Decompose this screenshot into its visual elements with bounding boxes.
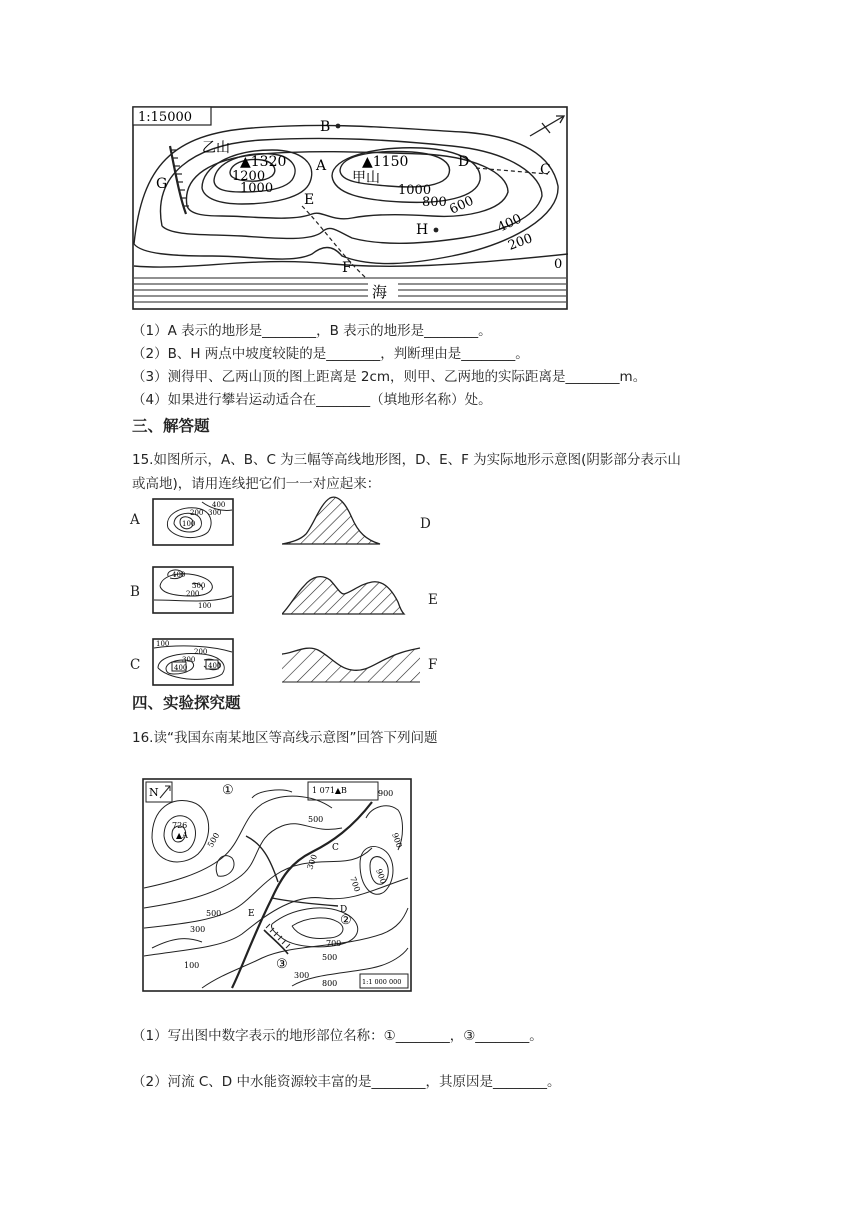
- q16-part2: （2）河流 C、D 中水能资源较丰富的是________，其原因是________。: [132, 1074, 561, 1090]
- q16-c-300c: 300: [294, 971, 310, 980]
- label-B: B: [320, 119, 331, 135]
- mapB-400: 400: [172, 571, 186, 579]
- mapC-400b: 400: [208, 662, 222, 670]
- mapB-100: 100: [198, 602, 212, 610]
- q16-c-300b: 300: [190, 925, 206, 934]
- section-4-heading: 四、实验探究题: [132, 694, 241, 712]
- map1-scale: 1:15000: [138, 110, 193, 125]
- contour-1200: 1200: [232, 169, 266, 184]
- mapC-100: 100: [156, 640, 170, 648]
- mapC-400a: 400: [174, 664, 188, 672]
- q15-profile-D: [282, 494, 382, 546]
- mapA-200: 200: [190, 509, 204, 517]
- q15-label-F: F: [428, 657, 438, 673]
- contour-0: 0: [554, 257, 563, 272]
- contour-600: 600: [447, 193, 477, 218]
- river-C: C: [332, 843, 339, 853]
- mapB-300: 300: [192, 582, 206, 590]
- q15-label-B: B: [130, 584, 140, 600]
- q16-c-800: 800: [322, 979, 338, 988]
- q15-text-line1: 15.如图所示，A、B、C 为三幅等高线地形图，D、E、F 为实际地形示意图(阴影部分表示山: [132, 452, 681, 468]
- peak-yi-name: 乙山: [202, 140, 230, 156]
- peak-A-num: 726: [172, 821, 188, 830]
- contour-400: 400: [495, 211, 525, 236]
- mapC-200: 200: [194, 648, 208, 656]
- q16-c-900c: 900: [378, 789, 394, 798]
- circle-1: ①: [222, 783, 234, 798]
- label-A: A: [316, 158, 327, 174]
- peak-yi-elev: ▲1320: [240, 154, 287, 170]
- label-H: H: [416, 222, 429, 238]
- q14-part1: （1）A 表示的地形是________，B 表示的地形是________。: [132, 323, 492, 339]
- label-F: F: [342, 260, 352, 276]
- q16-title: 16.读“我国东南某地区等高线示意图”回答下列问题: [132, 730, 438, 746]
- q14-part2: （2）B、H 两点中坡度较陡的是________，判断理由是________。: [132, 346, 529, 362]
- peak-jia-elev: ▲1150: [362, 154, 409, 170]
- q15-label-C: C: [130, 657, 141, 673]
- peak-A-lbl: ▲A: [176, 831, 188, 840]
- mapA-300: 300: [208, 509, 222, 517]
- q15-label-A: A: [130, 512, 140, 528]
- q16-c-700b: 700: [326, 939, 342, 948]
- q14-part4: （4）如果进行攀岩运动适合在________（填地形名称）处。: [132, 392, 492, 408]
- q16-c-500c: 500: [206, 909, 222, 918]
- label-E: E: [304, 192, 315, 208]
- q16-c-900a: 900: [390, 831, 404, 850]
- q14-part3: （3）测得甲、乙两山顶的图上距离是 2cm，则甲、乙两地的实际距离是________m。: [132, 369, 647, 385]
- label-D: D: [458, 154, 470, 170]
- q15-label-D: D: [420, 516, 431, 532]
- section-3-heading: 三、解答题: [132, 417, 210, 435]
- q16-scale: 1:1 000 000: [362, 978, 402, 986]
- contour-1000-yi: 1000: [240, 181, 274, 196]
- label-C: C: [540, 162, 551, 178]
- label-G: G: [156, 176, 168, 192]
- contour-800: 800: [422, 195, 447, 210]
- mapA-400: 400: [212, 501, 226, 509]
- q16-c-100: 100: [184, 961, 200, 970]
- peak-B-label: 1 071▲B: [312, 786, 347, 795]
- north-label: N: [149, 786, 159, 799]
- mapB-200: 200: [186, 590, 200, 598]
- q16-c-500a: 500: [308, 815, 324, 824]
- q15-contour-map-B: [152, 566, 234, 614]
- mapC-300: 300: [182, 656, 196, 664]
- circle-2: ②: [340, 913, 352, 928]
- q16-c-300a: 300: [305, 853, 320, 871]
- q16-c-500b: 500: [205, 831, 222, 849]
- q15-profile-E: [282, 566, 406, 616]
- q16-c-500d: 500: [322, 953, 338, 962]
- river-E: E: [248, 909, 255, 919]
- mapA-100: 100: [182, 520, 196, 528]
- contour-1000-jia: 1000: [398, 183, 432, 198]
- contour-200: 200: [506, 231, 535, 254]
- q15-contour-map-C: [152, 638, 234, 686]
- contour-map-1: [132, 106, 568, 310]
- q15-contour-map-A: [152, 498, 234, 546]
- circle-3: ③: [276, 957, 288, 972]
- sea-label: 海: [372, 283, 388, 301]
- q15-profile-F: [282, 640, 422, 684]
- q15-text-line2: 或高地)，请用连线把它们一一对应起来：: [132, 476, 381, 492]
- peak-jia-name: 甲山: [352, 170, 380, 186]
- river-D: D: [340, 905, 348, 915]
- q15-label-E: E: [428, 592, 438, 608]
- q16-c-700a: 700: [348, 875, 362, 894]
- q16-c-900b: 900: [374, 867, 388, 886]
- q16-part1: （1）写出图中数字表示的地形部位名称：①________，③________。: [132, 1028, 543, 1044]
- q16-contour-map: [142, 778, 412, 992]
